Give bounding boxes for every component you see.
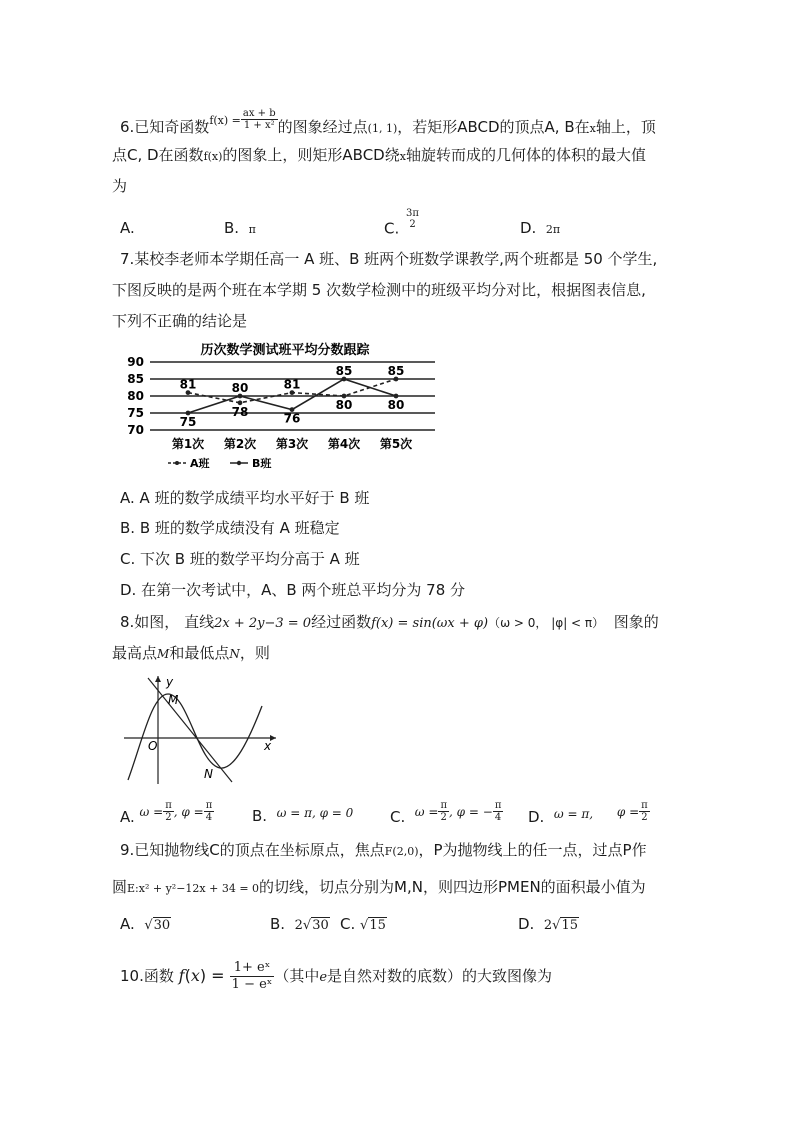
q8-opt-d-p: φ = [616,805,640,819]
q9-opt-c-rad: 15 [369,918,386,933]
q10-den: 1 − eˣ [231,977,273,992]
q8-option-c [390,800,503,829]
q10-x: x [190,966,200,985]
q6-opt-b-label: B. [224,219,240,237]
graph-y-label: y [166,675,174,689]
q6-opt-b-val: π [248,223,256,236]
graph-o-label: O [148,739,158,753]
y-tick-label: 70 [127,423,144,437]
graph-n-label: N [204,767,213,781]
q8-opt-a-pfrac [204,800,215,823]
q9-option-c [340,914,387,936]
q6-fraction [241,108,278,131]
q6-opt-d-val: 2π [545,223,561,236]
legend-a-label: A班 [190,457,210,470]
q7-line-3: 下列不正确的结论是 [112,312,248,330]
q8-opt-c-pfrac [493,800,504,823]
q9-opt-b-label: B. [270,915,286,933]
straight-line [148,678,232,782]
q8-opt-a-p: , φ = [173,805,204,819]
q8-opt-d-w: ω = π, [553,807,594,821]
q8-opt-a-pnum: π [205,800,213,811]
q7-line-1: 7.某校李老师本学期任高一 A 班、B 班两个班数学课教学,两个班都是 50 个学生, [120,250,658,268]
q8-opt-d-pden: 2 [641,812,648,823]
q9-focus: F(2,0) [384,845,419,858]
q6-text: 6.已知奇函数 [120,118,210,136]
q8-opt-a-label: A. [120,808,135,826]
q6-x2: x [399,150,406,163]
legend-b-marker [237,461,241,465]
q6-l2-b: 的图象上，则矩形ABCD绕 [222,146,400,164]
q6-opt-c-label: C. [384,219,400,238]
legend-a-marker [175,461,179,465]
q6-frac-den: 1 + x² [243,120,275,131]
q6-opt-d-label: D. [520,219,537,237]
q8-opt-c-p: , φ = − [449,805,493,819]
q8-opt-c-w: ω = [414,805,439,819]
q6-opt-c-frac [404,208,421,230]
q8-opt-a-wnum: π [165,800,172,811]
q8-opt-c-wfrac [438,800,449,823]
q9-l2-a: 圆 [112,878,128,896]
x-tick-label: 第1次 [171,437,205,451]
q9-l1-a: 9.已知抛物线C的顶点在坐标原点，焦点 [120,841,385,859]
q8-function: f(x) = sin(ωx + φ) [371,616,489,631]
q8-opt-c-wden: 2 [440,812,447,823]
q10-e: e [319,970,328,985]
q7-line-2: 下图反映的是两个班在本学期 5 次数学检测中的班级平均分对比，根据图表信息, [112,281,646,299]
q9-opt-b-sqrt: 2√30 [294,918,329,933]
q8-l2-b: 和最低点 [169,644,230,662]
q10-fraction [230,960,275,993]
x-tick-label: 第3次 [275,437,309,451]
q8-opt-d-pfrac [639,800,650,823]
q6-opt-c-den: 2 [409,219,416,230]
q8-opt-b-val: ω = π, φ = 0 [276,806,354,820]
y-tick-label: 75 [127,406,144,420]
q8-condition: （ω > 0， |φ| < π） [488,616,605,630]
legend-b-label: B班 [252,457,272,470]
q7-option-b: B. B 班的数学成绩没有 A 班稳定 [120,519,340,537]
chart-title: 历次数学测试班平均分数跟踪 [200,343,370,358]
q9-opt-d-label: D. [518,915,535,933]
q10-text-a: 10.函数 [120,967,174,985]
q9-opt-a-rad: 30 [153,918,171,933]
q8-opt-d-pnum: π [641,800,648,811]
q6-text-c: ，若矩形ABCD的顶点A, B在 [397,118,590,136]
q8-line-1 [120,612,659,634]
q8-opt-a-wden: 2 [165,812,172,823]
q8-opt-c-pnum: π [494,800,502,811]
y-axis-arrow [155,676,161,682]
q8-l1-b: 经过函数 [311,613,372,631]
q6-l2-a: 点C, D在函数 [112,146,204,164]
q9-line-2 [112,877,646,899]
series-a-data-label: 78 [231,404,249,419]
q8-opt-a-pden: 4 [205,812,213,823]
q9-l1-b: ，P为抛物线上的任一点，过点P作 [418,841,647,859]
q9-opt-a-sqrt: √30 [144,918,171,933]
sine-graph [120,672,280,787]
q8-opt-c-pden: 4 [494,812,502,823]
q8-m: M [157,647,170,661]
q9-opt-d-rad: 15 [561,918,578,933]
q9-opt-b-coef: 2 [294,918,303,933]
q6-text-d: 轴上，顶 [595,118,656,136]
series-a-data-label: 81 [179,377,197,392]
q9-opt-c-sqrt: √15 [360,918,386,933]
q8-l2-c: ，则 [239,644,270,662]
q8-option-a [120,800,214,829]
q9-opt-d-coef: 2 [543,918,553,933]
q8-opt-c-wnum: π [440,800,448,811]
chart-legend [168,456,272,470]
q6-point: (1, 1) [367,122,398,135]
q8-line-2 [112,643,270,664]
q8-opt-b-label: B. [252,807,268,825]
series-a-data-label: 81 [283,377,301,392]
q8-l1-c: 图象的 [613,613,659,631]
q9-opt-b-rad: 30 [312,918,329,933]
x-tick-label: 第5次 [379,437,413,451]
q6-option-c [384,208,421,240]
x-tick-label: 第4次 [327,437,361,451]
q8-opt-a-wfrac [163,800,174,823]
q9-opt-c-label: C. [340,915,356,933]
q6-fx2: f(x) [203,150,223,163]
q10-f: f [178,966,185,985]
y-tick-label: 85 [127,372,144,386]
q6-text-b: 的图象经过点 [277,118,368,136]
series-b-data-label: 76 [283,411,301,426]
q9-circle-eq: E:x² + y²−12x + 34 = 0 [127,882,260,895]
q6-l2-c: 轴旋转而成的几何体的体积的最大值 [405,146,646,164]
q9-opt-a-label: A. [120,915,135,933]
graph-m-label: M [168,693,179,707]
q6-option-a: A. [120,219,135,237]
series-b-data-label: 80 [231,381,249,395]
q9-option-b [270,914,330,936]
q8-l2-a: 最高点 [112,644,158,662]
y-tick-label: 80 [127,389,144,403]
series-b-data-label: 80 [387,398,405,412]
q9-l2-b: 的切线，切点分别为M,N，则四边形PMEN的面积最小值为 [259,878,646,896]
graph-x-label: x [264,739,272,753]
q9-line-1 [120,840,647,862]
q6-opt-c-num: 3π [406,208,419,219]
y-tick-label: 90 [127,355,144,369]
q8-line-eq: 2x + 2y−3 = 0 [214,616,312,631]
q9-opt-d-sqrt: 2√15 [543,918,578,933]
q8-l1-a: 8.如图， 直线 [120,613,215,631]
series-a-data-label: 80 [335,398,353,412]
q6-option-b [224,218,256,240]
x-tick-label: 第2次 [223,437,257,451]
series-a-data-label: 85 [387,364,405,378]
q7-option-c: C. 下次 B 班的数学平均分高于 A 班 [120,550,360,568]
q6-option-d [520,218,560,240]
q6-fx: f(x) = [209,114,241,127]
q8-n: N [229,647,240,661]
q9-option-a [120,914,171,936]
q7-option-d: D. 在第一次考试中，A、B 两个班总平均分为 78 分 [120,581,466,599]
q6-frac-num: ax + b [242,108,276,119]
q9-option-d [518,914,579,936]
q10-text-c: 是自然对数的底数）的大致图像为 [327,967,553,985]
series-b-data-label: 85 [335,364,353,378]
q6-x: x [589,122,596,135]
q6-line-3: 为 [112,177,128,195]
q10-num: 1+ eˣ [230,960,275,977]
q8-option-d [528,800,650,829]
q10-text-b: （其中 [274,967,320,985]
q8-option-b [252,806,353,827]
q8-opt-a-w: ω = [139,805,164,819]
q6-line-2 [112,145,646,167]
q8-opt-c-label: C. [390,808,406,826]
score-chart [110,340,440,475]
q8-opt-d-label: D. [528,808,545,826]
q6-line-1 [120,108,656,139]
q7-option-a: A. A 班的数学成绩平均水平好于 B 班 [120,489,370,507]
series-b-data-label: 75 [179,415,197,429]
q10-line: 10.函数 f(x) = $\frac{\text{1+ eˣ}}{\text{1 − eˣ}}$ （其中e是自然对数的底数）的大致图像为 [120,960,553,992]
